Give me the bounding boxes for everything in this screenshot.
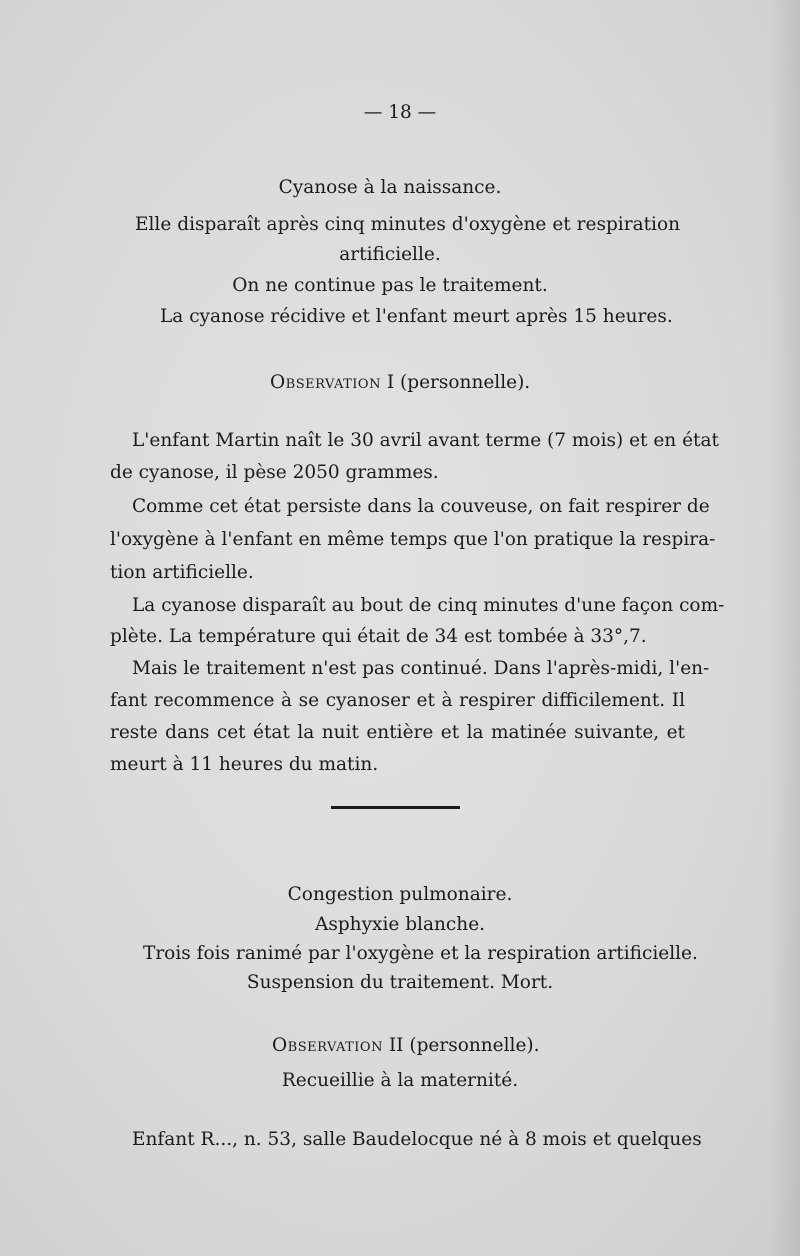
section-divider	[331, 806, 460, 809]
summary2-line-3: Trois fois ranimé par l'oxygène et la respiration artificielle.	[143, 943, 698, 964]
body1-line-10: reste dans cet état la nuit entière et la matinée suivante, et	[110, 722, 685, 743]
body1-line-3: Comme cet état persiste dans la couveuse, on fait respirer de	[132, 496, 710, 517]
summary1-line-2: Elle disparaît après cinq minutes d'oxygène et respiration	[135, 214, 680, 235]
body1-line-1: L'enfant Martin naît le 30 avril avant terme (7 mois) et en état	[132, 430, 719, 451]
observation-2-label: Observation	[272, 1035, 383, 1056]
body2-line-1: Enfant R..., n. 53, salle Baudelocque né à 8 mois et quelques	[132, 1129, 702, 1150]
page-number: — 18 —	[363, 102, 437, 123]
summary1-line-4: On ne continue pas le traitement.	[232, 275, 548, 296]
body1-line-6: La cyanose disparaît au bout de cinq minutes d'une façon com-	[132, 595, 725, 616]
observation-2-heading	[272, 1033, 540, 1059]
body1-line-9: fant recommence à se cyanoser et à respirer difficilement. Il	[110, 690, 685, 711]
body1-line-4: l'oxygène à l'enfant en même temps que l'on pratique la respira-	[110, 529, 716, 550]
body1-line-7: plète. La température qui était de 34 est tombée à 33°,7.	[110, 626, 647, 647]
observation-2-number: II (personnelle).	[388, 1035, 540, 1056]
observation-1-number: I (personnelle).	[386, 372, 531, 393]
summary1-line-1: Cyanose à la naissance.	[278, 177, 502, 198]
summary1-line-3: artificielle.	[339, 244, 441, 265]
summary1-line-5: La cyanose récidive et l'enfant meurt après 15 heures.	[160, 306, 673, 327]
body1-line-5: tion artificielle.	[110, 562, 254, 583]
summary2-line-2: Asphyxie blanche.	[314, 914, 486, 935]
summary2-line-1: Congestion pulmonaire.	[287, 884, 513, 905]
body1-line-11: meurt à 11 heures du matin.	[110, 754, 379, 775]
observation-1-label: Observation	[270, 372, 381, 393]
body1-line-8: Mais le traitement n'est pas continué. Dans l'après-midi, l'en-	[132, 658, 710, 679]
observation-2-subtitle: Recueillie à la maternité.	[281, 1070, 519, 1091]
body1-line-2: de cyanose, il pèse 2050 grammes.	[110, 462, 439, 483]
observation-1-heading	[270, 370, 530, 396]
summary2-line-4: Suspension du traitement. Mort.	[246, 972, 554, 993]
